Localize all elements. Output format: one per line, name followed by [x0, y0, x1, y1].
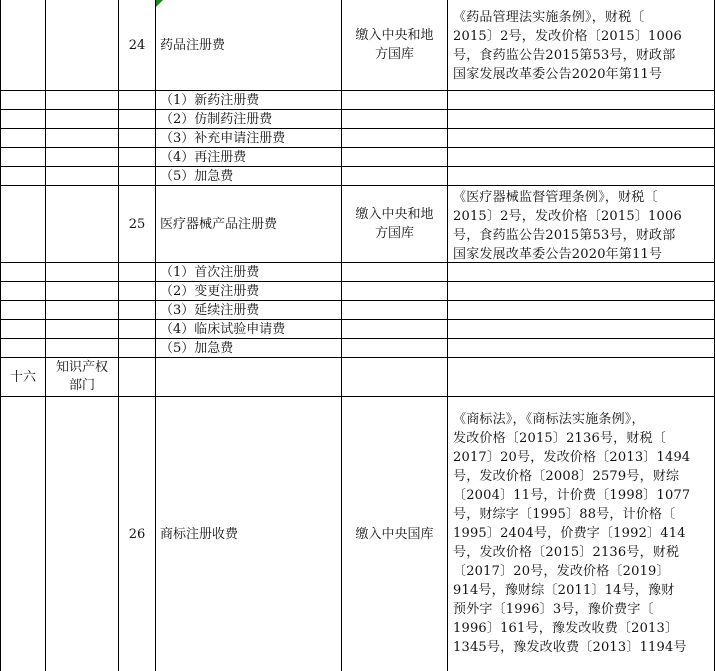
fee-name: 医疗器械产品注册费: [160, 216, 278, 232]
sub-fee-name: （2）仿制药注册费: [160, 111, 273, 127]
legal-basis: 《医疗器械监督管理条例》，财税〔 2015〕2号，发改价格〔2015〕1006 号，食药监公告2015第53号，财政部 国家发展改革委公告2020年第11号: [453, 190, 682, 262]
fee-name: 药品注册费: [160, 37, 226, 53]
grid-line: [0, 300, 715, 301]
sub-fee-name: （1）新药注册费: [160, 92, 260, 108]
grid-line: [0, 319, 715, 320]
grid-line: [0, 281, 715, 282]
grid-line: [45, 0, 46, 671]
sub-fee-name: （3）延续注册费: [160, 302, 260, 318]
grid-line: [0, 338, 715, 339]
item-number: 25: [128, 216, 146, 232]
grid-line: [0, 166, 715, 167]
grid-line: [0, 128, 715, 129]
sub-fee-name: （5）加急费: [160, 168, 234, 184]
sub-fee-name: （1）首次注册费: [160, 264, 260, 280]
grid-line: [0, 109, 715, 110]
payment-destination: 缴入中央和地 方国库: [355, 207, 434, 241]
item-number: 24: [128, 37, 146, 53]
sub-fee-name: （3）补充申请注册费: [160, 130, 286, 146]
payment-destination: 缴入中央国库: [355, 526, 434, 542]
legal-basis: 《商标法》，《商标法实施条例》， 发改价格〔2015〕2136号，财税〔 2017〕20号，发改价格〔2013〕1494 号，发改价格〔2008〕2579号，财综 〔2004〕11号，计价费〔1998〕1077 号，财综字〔1995〕88号，计价格〔 1995〕2404号，价费字〔1992〕414 号，发改价格〔2015〕2136号，财税 〔2017〕20号，发改价格〔2019〕 914号，豫财综〔2011〕14号，豫财 预外字〔1996〕3号，豫价费字〔 1996〕161号，豫发改收费〔2013〕 1345号，豫发改收费〔2013〕1194号: [453, 412, 691, 655]
grid-line: [0, 0, 1, 671]
section-department: 知识产权 部门: [55, 360, 108, 393]
sub-fee-name: （5）加急费: [160, 340, 234, 356]
grid-line: [0, 90, 715, 91]
fee-name: 商标注册收费: [160, 526, 239, 542]
grid-line: [0, 147, 715, 148]
sub-fee-name: （4）再注册费: [160, 149, 247, 165]
section-sequence: 十六: [9, 369, 36, 385]
grid-line: [0, 262, 715, 263]
item-number: 26: [128, 526, 146, 542]
legal-basis: 《药品管理法实施条例》，财税〔 2015〕2号，发改价格〔2015〕1006 号，食药监公告2015第53号，财政部 国家发展改革委公告2020年第11号: [453, 10, 682, 82]
payment-destination: 缴入中央和地 方国库: [355, 28, 434, 62]
sub-fee-name: （4）临床试验申请费: [160, 321, 286, 337]
sub-fee-name: （2）变更注册费: [160, 283, 260, 299]
